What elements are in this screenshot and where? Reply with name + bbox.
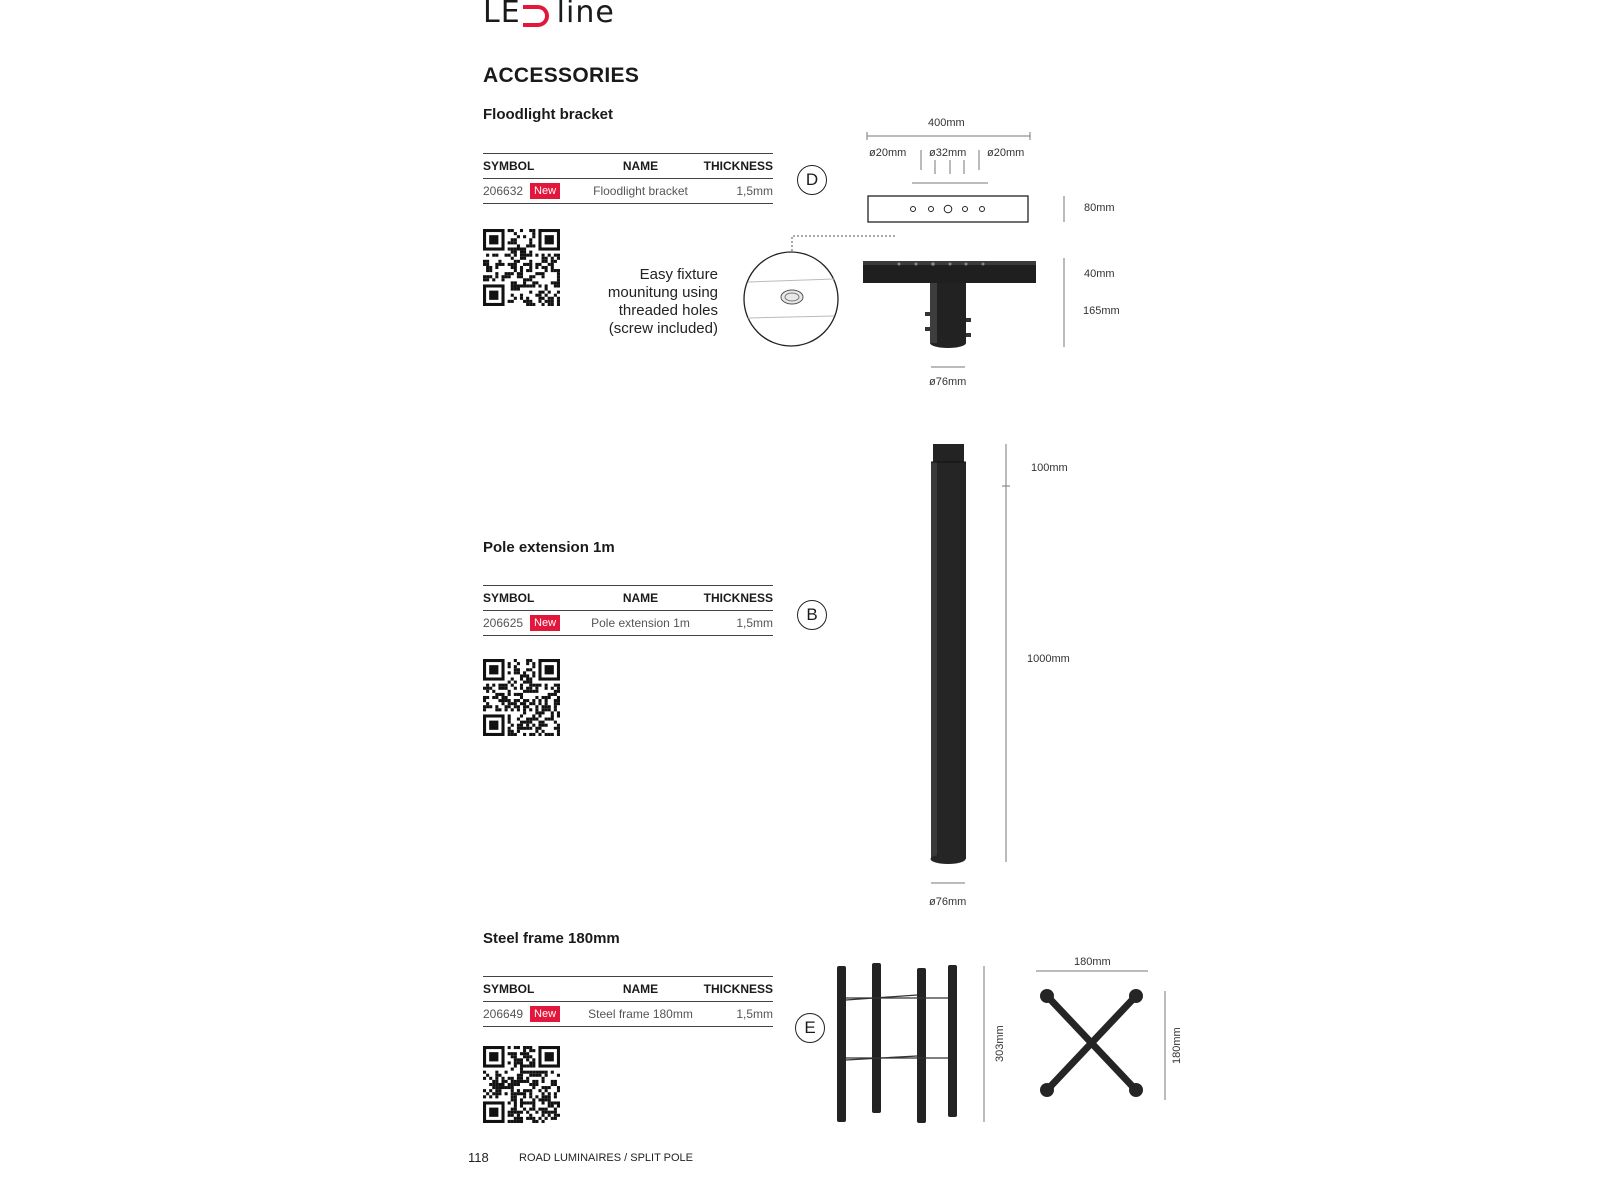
logo-line-text: line <box>556 0 615 30</box>
new-badge: New <box>530 615 560 631</box>
dim-frame-depth: 180mm <box>1171 1027 1183 1064</box>
product-symbol: 206632 <box>483 184 524 198</box>
logo-led-text: LE <box>483 0 521 30</box>
dim-frame-height: 303mm <box>994 1025 1006 1062</box>
header-thickness: THICKNESS <box>703 982 773 996</box>
dim-hole-center: ø32mm <box>929 147 967 159</box>
header-thickness: THICKNESS <box>703 591 773 605</box>
dim-extension-length: 1000mm <box>1027 653 1070 665</box>
product-thickness: 1,5mm <box>736 1007 773 1021</box>
product-name: Pole extension 1m <box>591 616 690 630</box>
page-title: ACCESSORIES <box>483 64 640 87</box>
dim-top-height: 40mm <box>1084 268 1115 280</box>
new-badge: New <box>530 183 560 199</box>
product-symbol: 206649 <box>483 1007 524 1021</box>
variant-label-d: D <box>797 165 827 195</box>
dim-hole-right: ø20mm <box>987 147 1025 159</box>
section-title-steel-frame: Steel frame 180mm <box>483 930 620 947</box>
section-title-floodlight: Floodlight bracket <box>483 106 614 123</box>
fixture-note-line: (screw included) <box>608 320 718 337</box>
header-name: NAME <box>622 982 659 996</box>
header-symbol: SYMBOL <box>483 159 535 173</box>
dim-bracket-width: 400mm <box>928 117 965 129</box>
fixture-note-line: threaded holes <box>618 302 718 319</box>
product-thickness: 1,5mm <box>736 184 773 198</box>
dim-hole-left: ø20mm <box>869 147 907 159</box>
variant-label-e: E <box>795 1013 825 1043</box>
page-number: 118 <box>468 1150 489 1165</box>
dim-frame-width: 180mm <box>1074 956 1111 968</box>
fixture-note-line: Easy fixture <box>639 266 718 283</box>
dim-plate-height: 80mm <box>1084 202 1115 214</box>
header-symbol: SYMBOL <box>483 982 535 996</box>
dim-tube-height: 165mm <box>1083 305 1120 317</box>
new-badge: New <box>530 1006 560 1022</box>
dim-bracket-diameter: ø76mm <box>929 376 967 388</box>
header-symbol: SYMBOL <box>483 591 535 605</box>
header-name: NAME <box>622 591 659 605</box>
product-symbol: 206625 <box>483 616 524 630</box>
product-name: Floodlight bracket <box>593 184 688 198</box>
dim-extension-top: 100mm <box>1031 462 1068 474</box>
dim-extension-diameter: ø76mm <box>929 896 967 908</box>
header-thickness: THICKNESS <box>703 159 773 173</box>
header-name: NAME <box>622 159 659 173</box>
product-name: Steel frame 180mm <box>588 1007 693 1021</box>
variant-label-b: B <box>797 600 827 630</box>
fixture-note-line: mounitung using <box>607 284 718 301</box>
product-thickness: 1,5mm <box>736 616 773 630</box>
section-title-pole-extension: Pole extension 1m <box>483 539 615 556</box>
footer-section: ROAD LUMINAIRES / SPLIT POLE <box>519 1152 694 1164</box>
